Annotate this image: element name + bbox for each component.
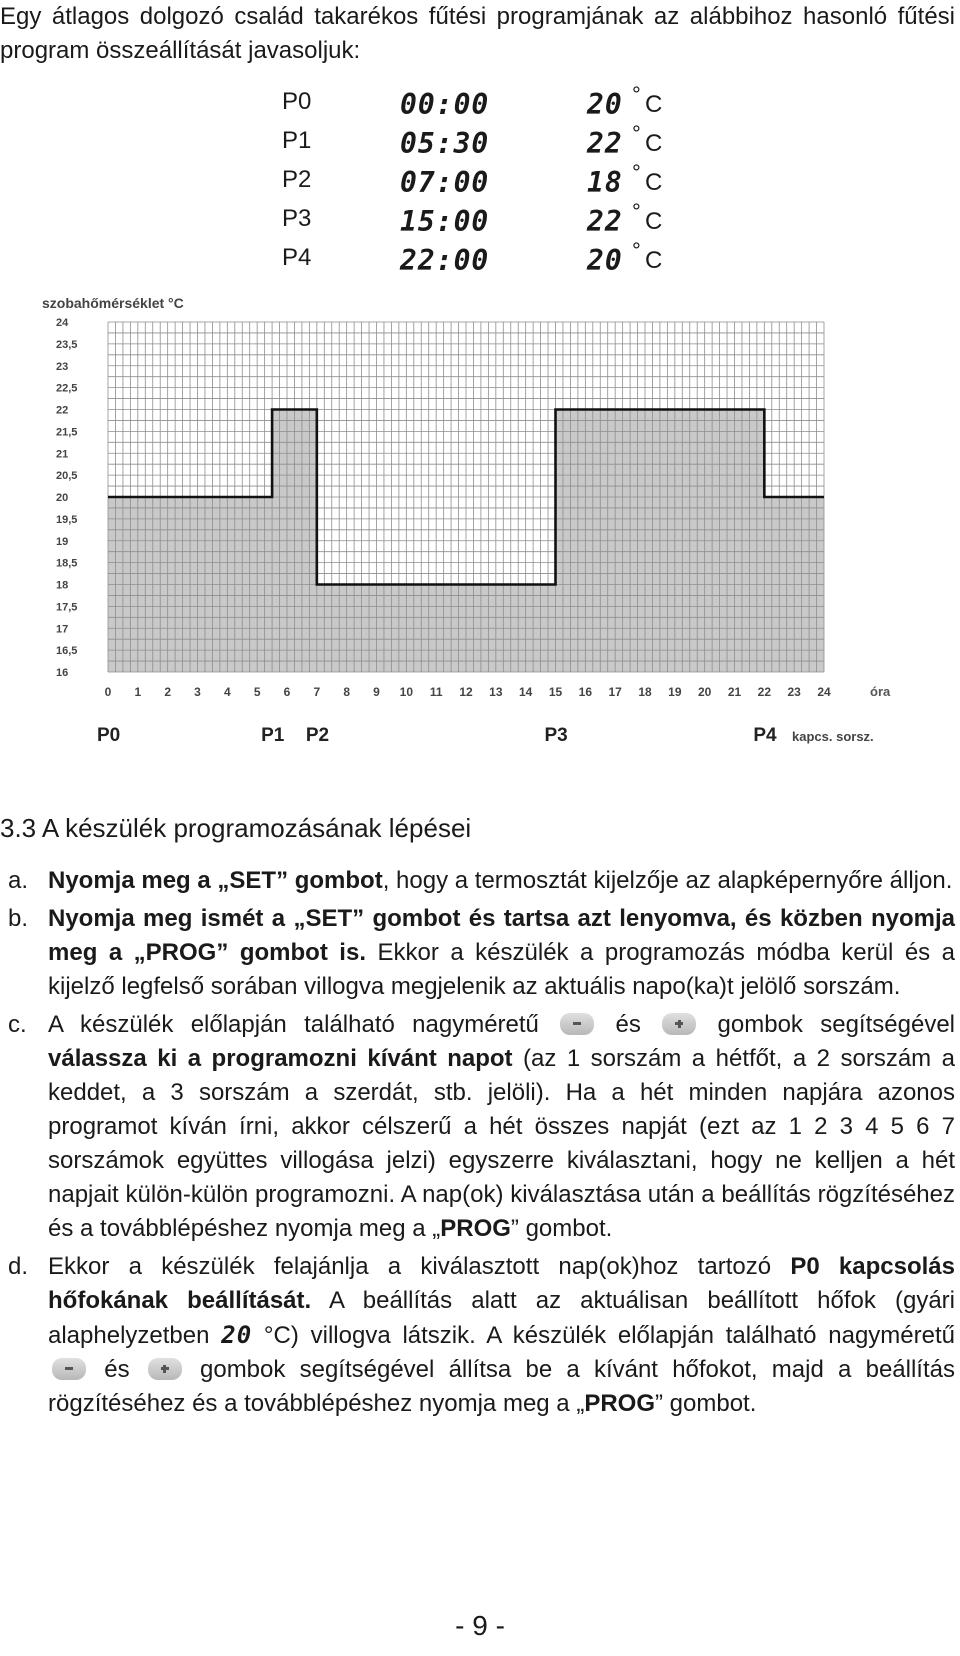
program-temp: 18 [587,166,623,199]
program-temp: 20 [587,88,623,121]
temperature-chart [0,296,940,791]
minus-button-icon [52,1358,86,1380]
degree-symbol: ° [632,238,641,263]
steps-list [0,864,955,1425]
step-text: °C) villogva látszik. A készülék előlapján található nagyméretű [252,1322,955,1349]
x-tick-label: 13 [489,685,503,699]
step-text: és [90,1356,144,1383]
x-tick-label: 15 [548,685,563,699]
program-unit: C [645,247,663,274]
program-time: 07:00 [400,166,490,199]
switch-label: P4 [753,725,777,746]
y-tick-label: 22,5 [56,382,78,395]
step-text: gombok segítségével [700,1011,955,1038]
y-tick-label: 20,5 [56,470,78,483]
x-tick-label: 11 [429,685,443,699]
step-text: A készülék előlapján található nagyméretű [48,1011,557,1038]
y-tick-label: 19,5 [56,513,78,526]
program-temp: 20 [587,244,623,277]
temperature-chart-svg [0,296,940,786]
program-name: P4 [282,244,312,271]
y-tick-label: 16 [56,667,69,679]
y-tick-label: 17,5 [56,601,78,614]
program-name: P0 [282,88,312,115]
x-tick-label: 16 [578,685,593,699]
page-number: - 9 - [455,1610,505,1641]
program-name: P3 [282,205,312,232]
program-temp: 22 [587,127,623,160]
x-tick-label: 3 [194,685,201,699]
y-tick-label: 20 [56,492,69,504]
y-tick-label: 21 [56,448,69,461]
step-bold-text: P0 kapcsolás hőfokának beállítását. [48,1253,955,1314]
step-text: A beállítás alatt az aktuálisan beállított hőfok (gyári alaphelyzetben [48,1287,955,1349]
step-text: ” gombot. [510,1215,613,1242]
y-tick-label: 18 [56,579,69,592]
chart-y-label: szobahőmérséklet °C [42,296,184,311]
intro-paragraph: Egy átlagos dolgozó család takarékos fűtési programjának az alábbihoz hasonló fűtési program összeállítását javasoljuk: [0,3,955,64]
switch-label: P1 [261,725,285,746]
step-label: b. [8,905,29,932]
x-tick-label: 19 [668,685,682,699]
degree-symbol: ° [632,121,641,146]
program-unit: C [645,91,663,118]
step-text: ” gombot. [655,1390,757,1417]
switch-label: P3 [544,725,568,746]
program-time: 15:00 [400,205,490,238]
x-tick-label: 9 [373,685,380,699]
program-time: 05:30 [400,127,490,160]
y-tick-label: 21,5 [56,426,78,439]
x-tick-label: 22 [757,685,772,699]
x-tick-label: 7 [313,685,321,699]
x-tick-label: 5 [253,685,261,699]
program-time: 22:00 [400,244,490,277]
degree-symbol: ° [632,82,641,107]
y-tick-label: 17 [56,623,69,636]
switch-label: P2 [305,725,330,746]
x-tick-label: 17 [608,685,622,699]
y-tick-label: 23 [56,360,69,373]
switch-label: P0 [97,725,121,746]
x-tick-label: 24 [817,685,831,699]
step-text: gombok segítségével állítsa be a kívánt hőfokot, majd a beállítás rögzítéséhez és a továbblépéshez nyomja meg a „ [48,1356,955,1417]
step-label: c. [8,1011,27,1038]
step-text: Ekkor a készülék felajánlja a kiválasztott nap(ok)hoz tartozó [48,1253,791,1280]
y-tick-label: 18,5 [56,557,78,570]
step-bold-text: Nyomja meg a „SET” gombot [48,867,383,894]
step-d [0,1250,955,1421]
x-tick-label: 6 [283,685,291,699]
degree-symbol: ° [632,199,641,224]
program-unit: C [645,208,663,235]
step-label: d. [8,1253,29,1280]
x-tick-label: 20 [697,685,712,699]
plus-button-icon [148,1358,182,1380]
program-unit: C [645,169,663,196]
x-tick-label: 0 [104,685,112,699]
x-tick-label: 4 [223,685,231,699]
program-unit: C [645,130,663,157]
program-temp: 22 [587,205,623,238]
segment-temp-display: 20 [221,1321,253,1349]
step-text: , hogy a termosztát kijelzője az alapképernyőre álljon. [382,867,953,894]
program-name: P1 [282,127,312,154]
section-title: 3.3 A készülék programozásának lépései [0,813,472,843]
step-b [0,902,955,1004]
step-a [0,864,955,898]
x-tick-label: 18 [638,685,652,699]
x-tick-label: 10 [399,685,414,699]
x-tick-label: 21 [727,685,742,699]
x-tick-label: 1 [134,685,142,699]
chart-x-label: óra [870,684,891,699]
step-text: (az 1 sorszám a hétfőt, a 2 sorszám a keddet, a 3 sorszám a szerdát, stb. jelöli). Ha a hét minden napjára azonos programot kíván írni, akkor célszerű a hét összes napját (ezt az 1 2 3 4 5 6 7 sorszámok együttes villogása jelzi) egyszerre kiválasztani, hogy ne kelljen a hét napjait külön-külön programozni. A nap(ok) kiválasztása után a beállítás rögzítéséhez és a továbblépéshez nyomja meg a „ [48,1045,955,1242]
x-tick-label: 23 [787,685,801,699]
step-c [0,1008,955,1246]
x-tick-label: 14 [518,685,533,699]
x-tick-label: 8 [343,685,351,699]
step-label: a. [8,867,29,894]
switch-caption: kapcs. sorsz. [792,729,874,744]
step-bold-text: Nyomja meg ismét a „SET” gombot és tartsa azt lenyomva, és közben nyomja meg a „PROG” gombot is. [48,905,955,966]
plus-button-icon [662,1013,696,1035]
y-tick-label: 23,5 [56,338,78,351]
step-bold-text: PROG [584,1390,655,1417]
y-tick-label: 19 [56,535,69,548]
x-tick-label: 2 [164,685,172,699]
minus-button-icon [560,1013,594,1035]
x-tick-label: 12 [459,685,473,699]
program-name: P2 [282,166,312,193]
y-tick-label: 22 [56,404,69,417]
y-tick-label: 16,5 [56,645,78,658]
step-bold-text: PROG [440,1215,511,1242]
step-text: Ekkor a készülék a programozás módba kerül és a kijelző legfelső sorában villogva megjelenik az aktuális napo(ka)t jelölő sorszám. [48,939,955,1000]
step-bold-text: válassza ki a programozni kívánt napot [48,1045,513,1072]
y-tick-label: 24 [56,317,69,329]
program-time: 00:00 [400,88,490,121]
degree-symbol: ° [632,160,641,185]
step-text: és [598,1011,659,1038]
